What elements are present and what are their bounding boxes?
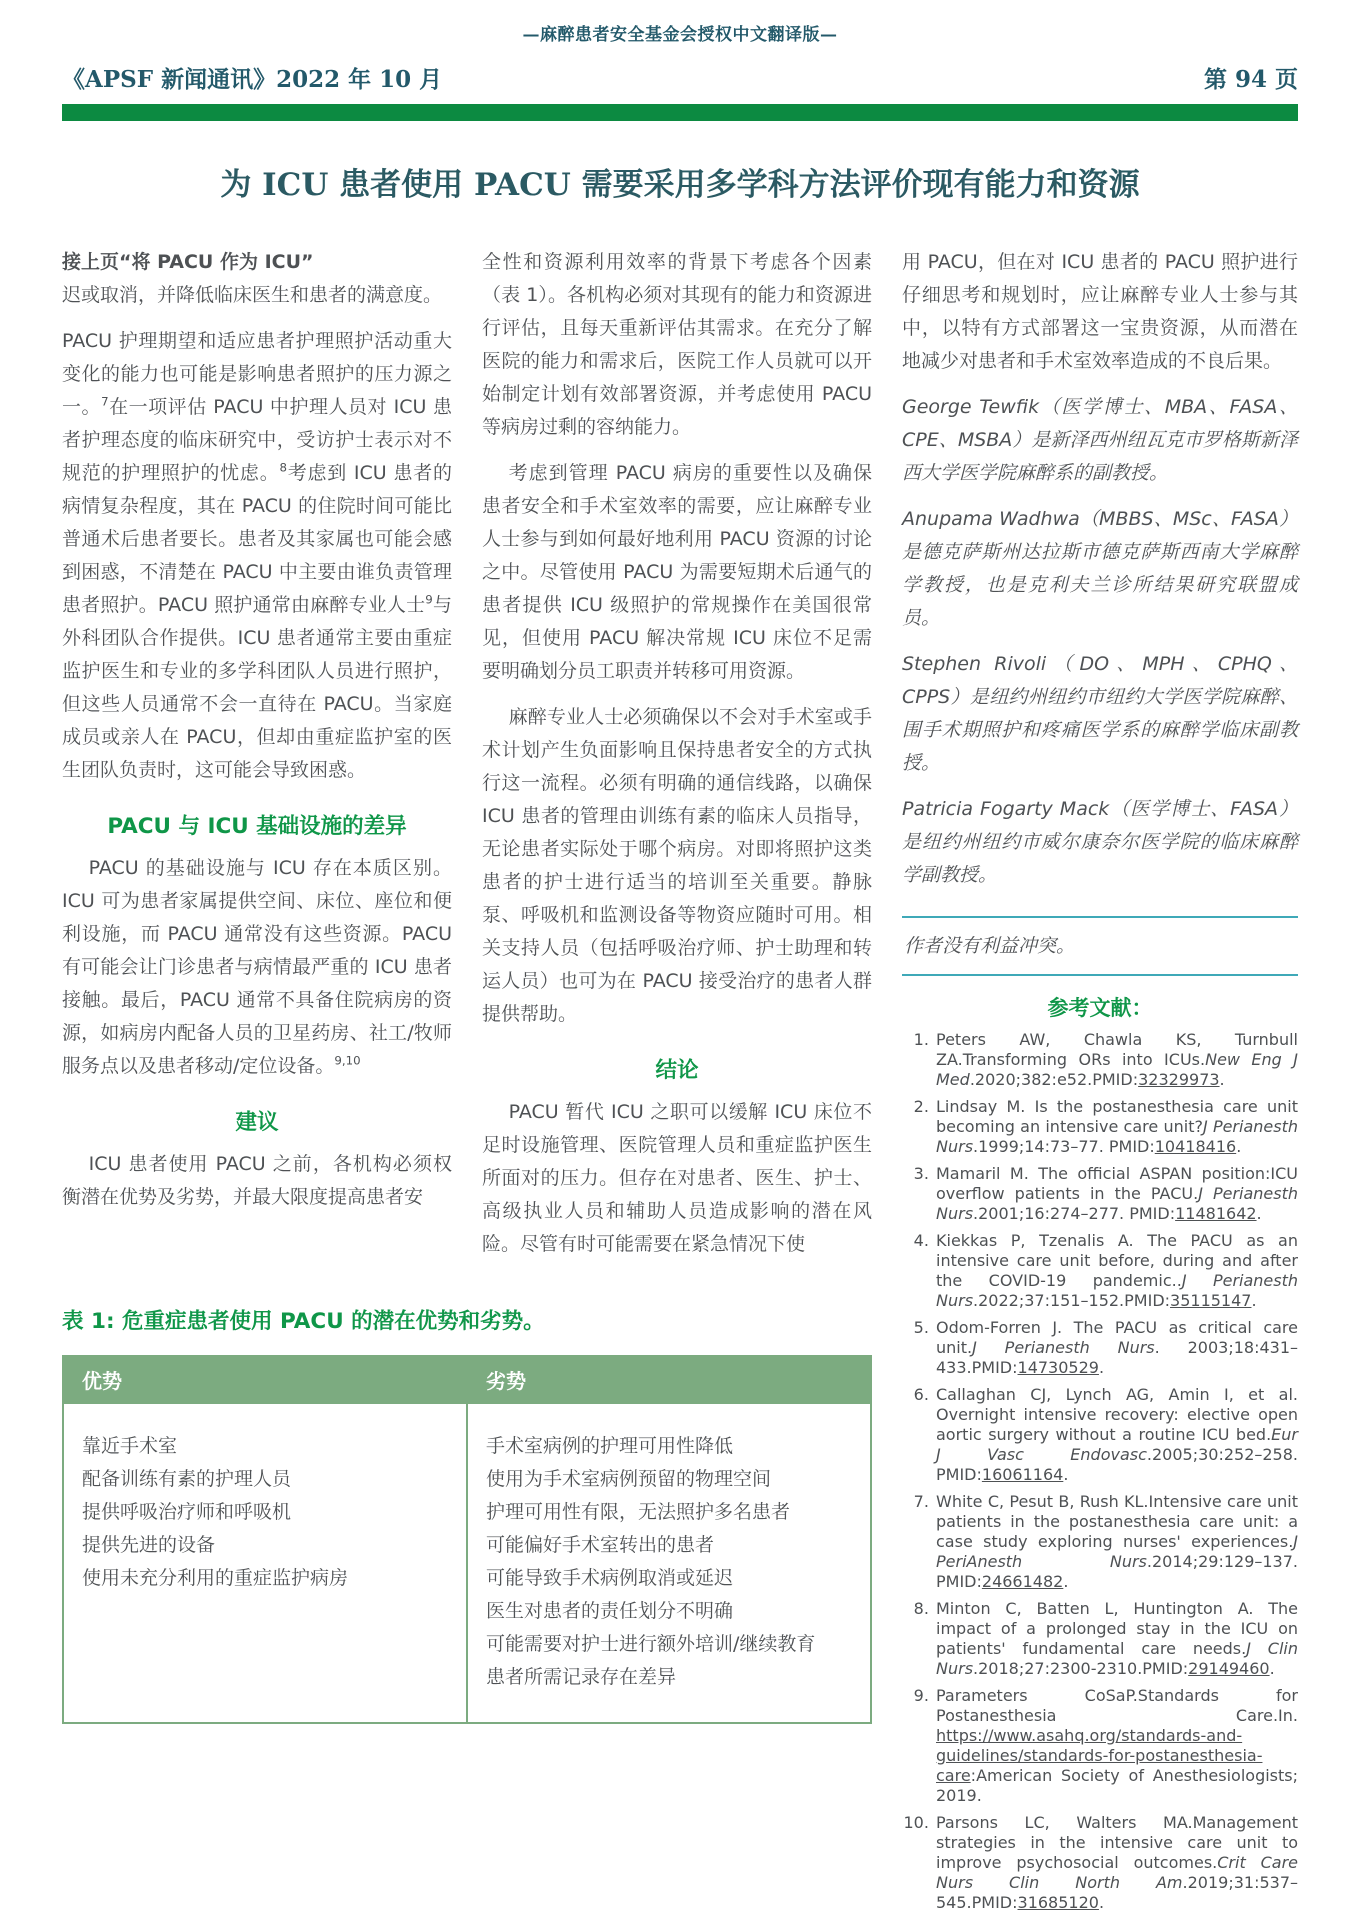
table-header-row (63, 1356, 871, 1403)
conflict-of-interest-note: 作者没有利益冲突。 (902, 916, 1298, 976)
table-cell-line: 提供呼吸治疗师和呼吸机 (82, 1501, 292, 1523)
paragraph: PACU 暂代 ICU 之职可以缓解 ICU 床位不足时设施管理、医院管理人员和重症监护医生所面对的压力。但存在对患者、医生、护士、高级执业人员和辅助人员造成影响的潜在风险。尽管有时可能需要在紧急情况下使 (482, 1101, 872, 1255)
section-heading: 建议 (235, 1110, 279, 1135)
left-area (62, 246, 872, 1920)
reference-item: 8. Minton C, Batten L, Huntington A. The impact of a prolonged stay in the ICU on patients' fundamental care needs.J Clin Nurs.2018;27:2300-2310.PMID:29149460. (934, 1599, 1298, 1679)
text-column-3 (902, 246, 1298, 1920)
paragraph: 全性和资源利用效率的背景下考虑各个因素（表 1）。各机构必须对其现有的能力和资源进行评估，且每天重新评估其需求。在充分了解医院的能力和需求后，医院工作人员就可以开始制定计划有效部署资源，并考虑使用 PACU 等病房过剩的容纳能力。 (482, 251, 872, 438)
table-header-advantages: 优势 (63, 1356, 467, 1403)
author-bio: Stephen Rivoli（DO、MPH、CPHQ、CPPS）是纽约州纽约市纽约大学医学院麻醉、围手术期照护和疼痛医学系的麻醉学临床副教授。 (902, 653, 1298, 774)
table-cell-line: 手术室病例的护理可用性降低 (486, 1435, 734, 1457)
references-list (902, 1030, 1298, 1913)
reference-item: 7. White C, Pesut B, Rush KL.Intensive care unit patients in the postanesthesia care unit: a case study exploring nurses' experiences.J PeriAnesth Nurs.2014;29:129–137. PMID:24661482. (934, 1492, 1298, 1592)
table-title: 表 1: 危重症患者使用 PACU 的潜在优势和劣势。 (62, 1309, 545, 1334)
text-column-2 (482, 246, 872, 1274)
section-heading: 结论 (655, 1058, 699, 1083)
newsletter-issue-title: 《APSF 新闻通讯》2022 年 10 月 (62, 66, 443, 93)
table-cell-line: 可能导致手术病例取消或延迟 (486, 1567, 734, 1589)
table-cell-line: 可能偏好手术室转出的患者 (486, 1534, 715, 1556)
disadvantages-cell (467, 1403, 871, 1723)
reference-link[interactable]: 16061164 (981, 1465, 1064, 1484)
reference-item: 10. Parsons LC, Walters MA.Management strategies in the intensive care unit to improve psychosocial outcomes.Crit Care Nurs Clin North Am.2019;31:537–545.PMID:31685120. (934, 1813, 1298, 1913)
text-column-1 (62, 246, 452, 1274)
paragraph: 考虑到管理 PACU 病房的重要性以及确保患者安全和手术室效率的需要，应让麻醉专业人士参与到如何最好地利用 PACU 资源的讨论之中。尽管使用 PACU 为需要短期术后通气的患者提供 ICU 级照护的常规操作在美国很常见，但使用 PACU 解决常规 ICU 床位不足需要明确划分员工职责并转移可用资源。 (482, 462, 872, 682)
references-heading: 参考文献： (1047, 996, 1153, 1020)
reference-link[interactable]: 11481642 (1175, 1204, 1257, 1223)
reference-link[interactable]: 10418416 (1154, 1137, 1237, 1156)
table-cell-line: 医生对患者的责任划分不明确 (486, 1600, 734, 1622)
reference-link[interactable]: 32329973 (1138, 1070, 1220, 1089)
reference-item: 5. Odom-Forren J. The PACU as critical care unit.J Perianesth Nurs. 2003;18:431–433.PMID:14730529. (934, 1318, 1298, 1378)
reference-item: 3. Mamaril M. The official ASPAN position:ICU overflow patients in the PACU.J Perianesth Nurs.2001;16:274–277. PMID:11481642. (934, 1164, 1298, 1224)
author-bio: Anupama Wadhwa（MBBS、MSc、FASA）是德克萨斯州达拉斯市德克萨斯西南大学麻醉学教授，也是克利夫兰诊所结果研究联盟成员。 (902, 508, 1298, 629)
paragraph: ICU 患者使用 PACU 之前，各机构必须权衡潜在优势及劣势，并最大限度提高患者安 (62, 1153, 452, 1208)
paragraph: PACU 护理期望和适应患者护理照护活动重大变化的能力也可能是影响患者照护的压力源之一。$^7$在一项评估 PACU 中护理人员对 ICU 患者护理态度的临床研究中，受访护士表示对不规范的护理照护的忧虑。$^8$考虑到 ICU 患者的病情复杂程度，其在 PACU 的住院时间可能比普通术后患者要长。患者及其家属也可能会感到困惑，不清楚在 PACU 中主要由谁负责管理患者照护。PACU 照护通常由麻醉专业人士$^9$与外科团队合作提供。ICU 患者通常主要由重症监护医生和专业的多学科团队人员进行照护，但这些人员通常不会一直待在 PACU。当家庭成员或亲人在 PACU，但却由重症监护室的医生团队负责时，这可能会导致困惑。 (62, 330, 452, 781)
paragraph: PACU 的基础设施与 ICU 存在本质区别。ICU 可为患者家属提供空间、床位、座位和便利设施，而 PACU 通常没有这些资源。PACU 有可能会让门诊患者与病情最严重的 ICU 患者接触。最后，PACU 通常不具备住院病房的资源，如病房内配备人员的卫星药房、社工/牧师服务点以及患者移动/定位设备。$^{9,10}$ (62, 857, 452, 1077)
text-columns (62, 246, 872, 1274)
section-heading: PACU 与 ICU 基础设施的差异 (107, 814, 407, 839)
green-divider-bar (62, 104, 1298, 121)
reference-link[interactable]: 29149460 (1188, 1659, 1270, 1678)
reference-link[interactable]: 31685120 (1017, 1893, 1099, 1912)
continued-from-line: 接上页“将 PACU 作为 ICU” (62, 251, 314, 273)
advantages-cell (63, 1403, 467, 1723)
reference-link[interactable]: 24661482 (981, 1572, 1064, 1591)
reference-link[interactable]: https://www.asahq.org/standards-and-guidelines/standards-for-postanesthesia-care (936, 1726, 1263, 1785)
table-cell-line: 提供先进的设备 (82, 1534, 216, 1556)
table-header-disadvantages: 劣势 (467, 1356, 871, 1403)
article-title: 为 ICU 患者使用 PACU 需要采用多学科方法评价现有能力和资源 (220, 167, 1140, 203)
reference-item: 9. Parameters CoSaP.Standards for Postanesthesia Care.In. https://www.asahq.org/standards-and-guidelines/standards-for-postanesthesia-care:American Society of Anesthesiologists; 2019. (934, 1686, 1298, 1806)
page-header (62, 61, 1298, 94)
reference-item: 2. Lindsay M. Is the postanesthesia care unit becoming an intensive care unit?J Perianesth Nurs.1999;14:73–77. PMID:10418416. (934, 1097, 1298, 1157)
table-cell-line: 靠近手术室 (82, 1435, 178, 1457)
author-bio: Patricia Fogarty Mack（医学博士、FASA）是纽约州纽约市威尔康奈尔医学院的临床麻醉学副教授。 (902, 798, 1298, 886)
paragraph: 用 PACU，但在对 ICU 患者的 PACU 照护进行仔细思考和规划时，应让麻醉专业人士参与其中，以特有方式部署这一宝贵资源，从而潜在地减少对患者和手术室效率造成的不良后果。 (902, 251, 1298, 372)
paragraph: 迟或取消，并降低临床医生和患者的满意度。 (62, 284, 443, 306)
paragraph: 麻醉专业人士必须确保以不会对手术室或手术计划产生负面影响且保持患者安全的方式执行这一流程。必须有明确的通信线路，以确保 ICU 患者的管理由训练有素的临床人员指导，无论患者实际处于哪个病房。对即将照护这类患者的护士进行适当的培训至关重要。静脉泵、呼吸机和监测设备等物资应随时可用。相关支持人员（包括呼吸治疗师、护士助理和转运人员）也可为在 PACU 接受治疗的患者人群提供帮助。 (482, 706, 872, 1025)
table-cell-line: 患者所需记录存在差异 (486, 1666, 677, 1688)
reference-item: 6. Callaghan CJ, Lynch AG, Amin I, et al. Overnight intensive recovery: elective open aortic surgery without a routine ICU bed.Eur J Vasc Endovasc.2005;30:252–258. PMID:16061164. (934, 1385, 1298, 1485)
translation-banner: —麻醉患者安全基金会授权中文翻译版— (522, 25, 838, 45)
article-body (62, 246, 1298, 1920)
table-cell-line: 使用未充分利用的重症监护病房 (82, 1567, 349, 1589)
reference-link[interactable]: 14730529 (1017, 1358, 1099, 1377)
table-cell-line: 使用为手术室病例预留的物理空间 (486, 1468, 772, 1490)
author-bio: George Tewfik（医学博士、MBA、FASA、CPE、MSBA）是新泽西州纽瓦克市罗格斯新泽西大学医学院麻醉系的副教授。 (902, 396, 1298, 484)
table-cell-line: 可能需要对护士进行额外培训/继续教育 (486, 1633, 816, 1655)
table-cell-line: 配备训练有素的护理人员 (82, 1468, 292, 1490)
reference-link[interactable]: 35115147 (1170, 1291, 1252, 1310)
advantages-disadvantages-table (62, 1355, 872, 1724)
table-cell-line: 护理可用性有限，无法照护多名患者 (486, 1501, 791, 1523)
reference-item: 4. Kiekkas P, Tzenalis A. The PACU as an intensive care unit before, during and after the COVID-19 pandemic..J Perianesth Nurs.2022;37:151–152.PMID:35115147. (934, 1231, 1298, 1311)
page-number: 第 94 页 (1203, 66, 1298, 93)
reference-item: 1. Peters AW, Chawla KS, Turnbull ZA.Transforming ORs into ICUs.New Eng J Med.2020;382:e52.PMID:32329973. (934, 1030, 1298, 1090)
column-3-text (902, 246, 1298, 892)
